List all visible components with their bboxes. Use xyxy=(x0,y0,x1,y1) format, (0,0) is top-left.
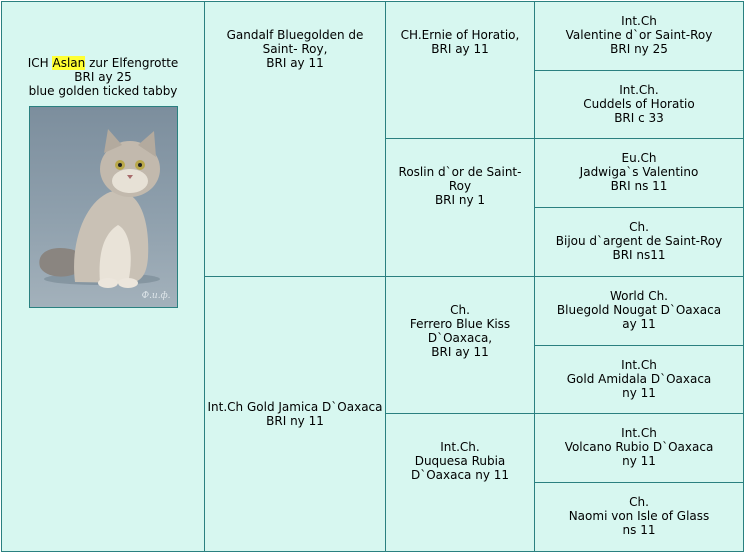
great-grandparent-4 xyxy=(535,208,744,277)
photo-watermark: Ф.и.ф. xyxy=(141,291,171,301)
great-grandparent-3 xyxy=(535,139,744,208)
ancestor-line: ay 11 xyxy=(622,317,656,331)
parent-dam xyxy=(205,277,386,552)
cat-photo xyxy=(29,106,178,308)
parent-line: BRI ny 11 xyxy=(266,414,324,428)
grandparent-line: Duquesa Rubia xyxy=(414,454,506,468)
grandparent-line: Ferrero Blue Kiss xyxy=(409,317,511,331)
grandparent-1 xyxy=(386,2,535,139)
grandparent-line: D`Oaxaca, xyxy=(427,331,493,345)
subject-code: BRI ay 25 xyxy=(74,70,132,84)
ancestor-line: Int.Ch. xyxy=(619,83,659,97)
ancestor-line: ns 11 xyxy=(622,523,656,537)
great-grandparent-2 xyxy=(535,71,744,139)
grandparent-line: Roy xyxy=(448,179,472,193)
grandparent-line: Roslin d`or de Saint- xyxy=(398,165,522,179)
ancestor-line: ny 11 xyxy=(622,386,656,400)
great-grandparent-5 xyxy=(535,277,744,346)
cat-illustration xyxy=(30,107,177,307)
subject-name-highlight: Aslan xyxy=(52,56,86,70)
ancestor-line: Naomi von Isle of Glass xyxy=(568,509,710,523)
grandparent-line: BRI ay 11 xyxy=(431,345,489,359)
subject-title xyxy=(4,56,202,70)
grandparent-line: Ch. xyxy=(450,303,470,317)
ancestor-line: ny 11 xyxy=(622,454,656,468)
ancestor-line: Gold Amidala D`Oaxaca xyxy=(566,372,712,386)
title-suffix: zur Elfengrotte xyxy=(89,56,179,70)
ancestor-line: Cuddels of Horatio xyxy=(583,97,695,111)
ancestor-line: BRI ns 11 xyxy=(610,179,668,193)
ancestor-line: World Ch. xyxy=(609,289,668,303)
ancestor-line: Volcano Rubio D`Oaxaca xyxy=(564,440,714,454)
ancestor-line: Eu.Ch xyxy=(621,151,657,165)
grandparent-4 xyxy=(386,414,535,552)
ancestor-line: Bluegold Nougat D`Oaxaca xyxy=(556,303,722,317)
parent-line: Int.Ch Gold Jamica D`Oaxaca xyxy=(207,400,383,414)
grandparent-line: BRI ny 1 xyxy=(434,193,486,207)
parent-line: BRI ay 11 xyxy=(266,56,324,70)
ancestor-line: Ch. xyxy=(629,220,649,234)
ancestor-line: Jadwiga`s Valentino xyxy=(579,165,699,179)
great-grandparent-8 xyxy=(535,483,744,552)
grandparent-line: Int.Ch. xyxy=(440,440,480,454)
ancestor-line: Int.Ch xyxy=(621,358,657,372)
pedigree-table xyxy=(1,1,744,552)
grandparent-2 xyxy=(386,139,535,277)
parent-line: Gandalf Bluegolden de xyxy=(226,28,364,42)
grandparent-line: D`Oaxaca ny 11 xyxy=(410,468,510,482)
parent-line: Saint- Roy, xyxy=(262,42,328,56)
grandparent-line: BRI ay 11 xyxy=(431,42,489,56)
title-prefix: ICH xyxy=(27,56,49,70)
great-grandparent-1 xyxy=(535,2,744,71)
subject-cell xyxy=(2,2,205,552)
ancestor-line: BRI ns11 xyxy=(612,248,666,262)
great-grandparent-7 xyxy=(535,414,744,483)
ancestor-line: Ch. xyxy=(629,495,649,509)
ancestor-line: Int.Ch xyxy=(621,14,657,28)
ancestor-line: Valentine d`or Saint-Roy xyxy=(565,28,713,42)
ancestor-line: Bijou d`argent de Saint-Roy xyxy=(555,234,723,248)
great-grandparent-6 xyxy=(535,346,744,414)
grandparent-line: CH.Ernie of Horatio, xyxy=(400,28,520,42)
grandparent-3 xyxy=(386,277,535,414)
parent-sire xyxy=(205,2,386,277)
ancestor-line: BRI ny 25 xyxy=(610,42,668,56)
ancestor-line: Int.Ch xyxy=(621,426,657,440)
ancestor-line: BRI c 33 xyxy=(614,111,664,125)
subject-description: blue golden ticked tabby xyxy=(28,84,178,98)
